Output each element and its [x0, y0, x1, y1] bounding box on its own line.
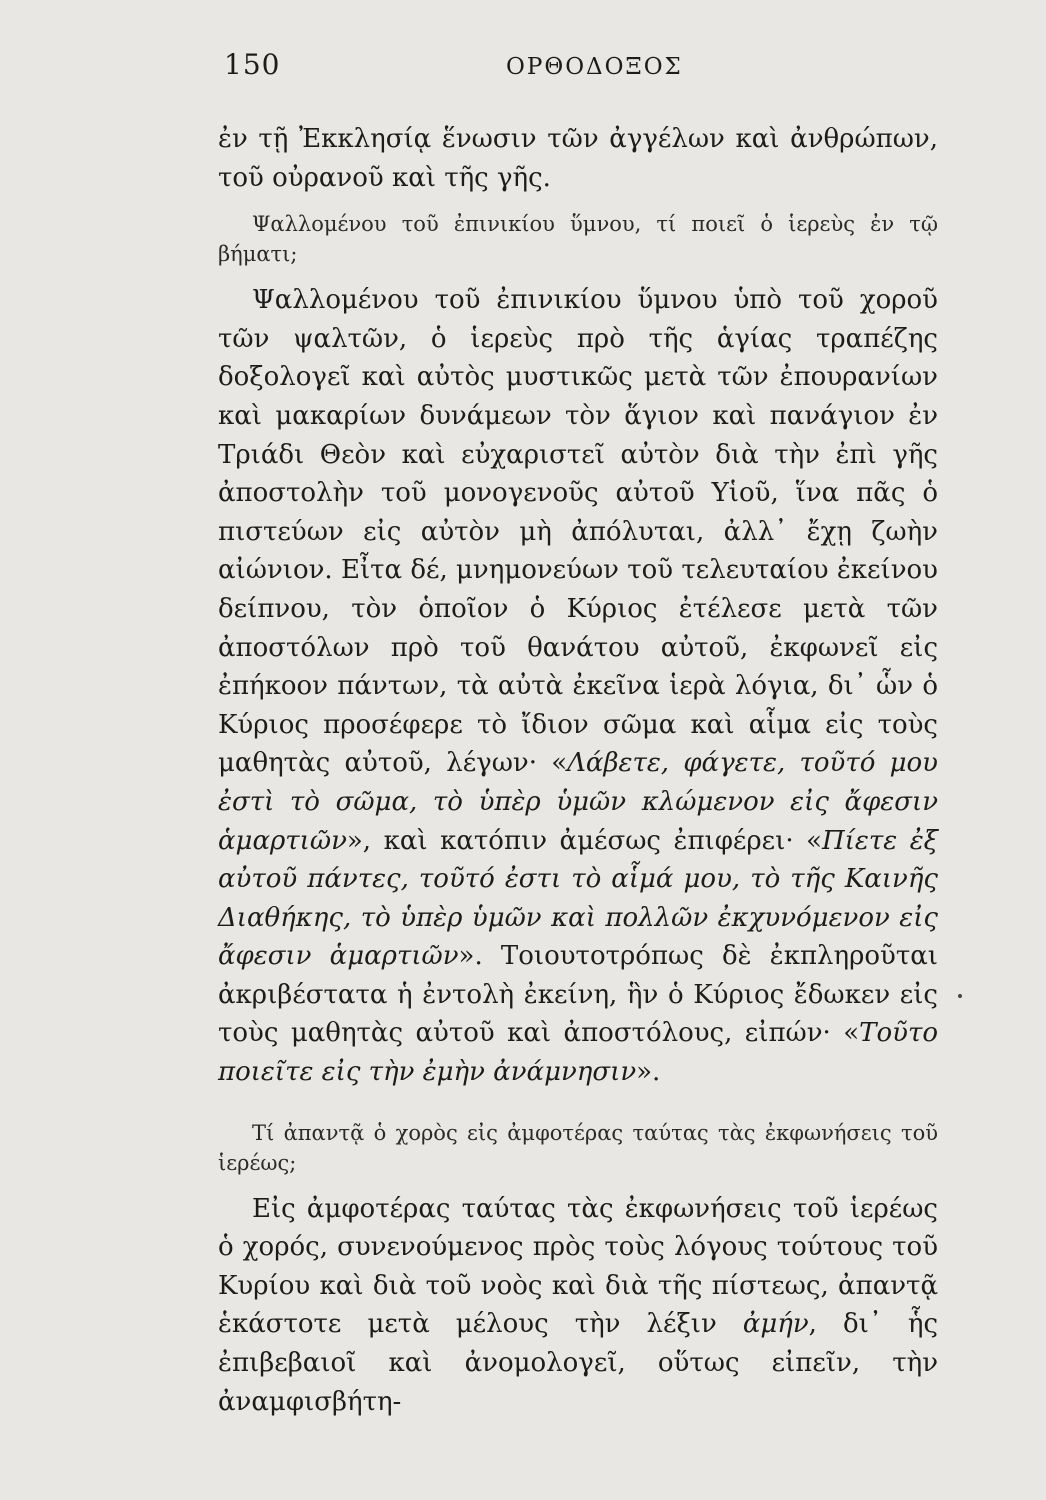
answer-1-quote-3: Τοῦτο ποιεῖτε εἰς τὴν ἐμὴν ἀνάμνησιν — [218, 1018, 938, 1088]
answer-1 — [218, 281, 938, 1091]
answer-1-text-4: ». — [636, 1057, 661, 1088]
running-title: ΟΡΘΟΔΟΞΟΣ — [506, 54, 683, 80]
page-number: 150 — [224, 48, 281, 81]
answer-1-quote-2: Πίετε ἐξ αὐτοῦ πάντες, τοῦτό ἐστι τὸ αἷμά μου, τὸ τῆς Καινῆς Διαθήκης, τὸ ὑπὲρ ὑμῶν καὶ πολλῶν ἐκχυνόμενον εἰς ἄφεσιν ἁμαρτιῶν — [218, 825, 938, 972]
answer-1-text-1: Ψαλλομένου τοῦ ἐπινικίου ὕμνου ὑπὸ τοῦ χοροῦ τῶν ψαλτῶν, ὁ ἱερεὺς πρὸ τῆς ἁγίας τραπέζης δοξολογεῖ καὶ αὐτὸς μυστικῶς μετὰ τῶν ἐπουρανίων καὶ μακαρίων δυνάμεων τὸν ἅγιον καὶ πανάγιον ἐν Τριάδι Θεὸν καὶ εὐχαριστεῖ αὐτὸν διὰ τὴν ἐπὶ γῆς ἀποστολὴν τοῦ μονογενοῦς αὐτοῦ Υἱοῦ, ἵνα πᾶς ὁ πιστεύων εἰς αὐτὸν μὴ ἀπόλυται, ἀλλ᾽ ἔχῃ ζωὴν αἰώνιον. Εἶτα δέ, μνημονεύων τοῦ τελευταίου ἐκείνου δείπνου, τὸν ὁποῖον ὁ Κύριος ἐτέλεσε μετὰ τῶν ἀποστόλων πρὸ τοῦ θανάτου αὐτοῦ, ἐκφωνεῖ εἰς ἐπήκοον πάντων, τὰ αὐτὰ ἐκεῖνα ἱερὰ λόγια, δι᾽ ὧν ὁ Κύριος προσέφερε τὸ ἴδιον σῶμα καὶ αἷμα εἰς τοὺς μαθητὰς αὐτοῦ, λέγων· « — [218, 285, 938, 779]
answer-1-text-2: », καὶ κατόπιν ἀμέσως ἐπιφέρει· « — [346, 825, 823, 856]
page-header — [0, 48, 1046, 98]
body-text — [218, 120, 938, 1421]
answer-2 — [218, 1190, 938, 1422]
answer-2-amen: ἀμήν — [742, 1309, 809, 1340]
answer-2-text-1: Εἰς ἀμφοτέρας ταύτας τὰς ἐκφωνήσεις τοῦ ἱερέως ὁ χορός, συνενούμενος πρὸς τοὺς λόγους τούτους τοῦ Κυρίου καὶ διὰ τοῦ νοὸς καὶ διὰ τῆς πίστεως, ἀπαντᾷ ἑκάστοτε μετὰ μέλους τὴν λέξιν — [218, 1193, 938, 1340]
ink-speck — [958, 994, 962, 998]
question-2: Τί ἀπαντᾷ ὁ χορὸς εἰς ἀμφοτέρας ταύτας τὰς ἐκφωνήσεις τοῦ ἱερέως; — [218, 1120, 938, 1175]
question-1: Ψαλλομένου τοῦ ἐπινικίου ὕμνου, τί ποιεῖ ὁ ἱερεὺς ἐν τῷ βήματι; — [218, 212, 938, 267]
intro-paragraph: ἐν τῇ Ἐκκλησίᾳ ἕνωσιν τῶν ἀγγέλων καὶ ἀνθρώπων, τοῦ οὐρανοῦ καὶ τῆς γῆς. — [218, 124, 938, 193]
answer-1-quote-1: Λάβετε, φάγετε, τοῦτό μου ἐστὶ τὸ σῶμα, τὸ ὑπὲρ ὑμῶν κλώμενον εἰς ἄφεσιν ἁμαρτιῶν — [218, 748, 938, 856]
answer-1-text-3: ». Τοιουτοτρόπως δὲ ἐκπληροῦται ἀκριβέστατα ἡ ἐντολὴ ἐκείνη, ἣν ὁ Κύριος ἔδωκεν εἰς τοὺς μαθητὰς αὐτοῦ καὶ ἀποστόλους, εἰπών· « — [218, 941, 938, 1049]
answer-2-text-2: , δι᾽ ἧς ἐπιβεβαιοῖ καὶ ἀνομολογεῖ, οὕτως εἰπεῖν, τὴν ἀναμφισβήτη- — [218, 1309, 939, 1417]
